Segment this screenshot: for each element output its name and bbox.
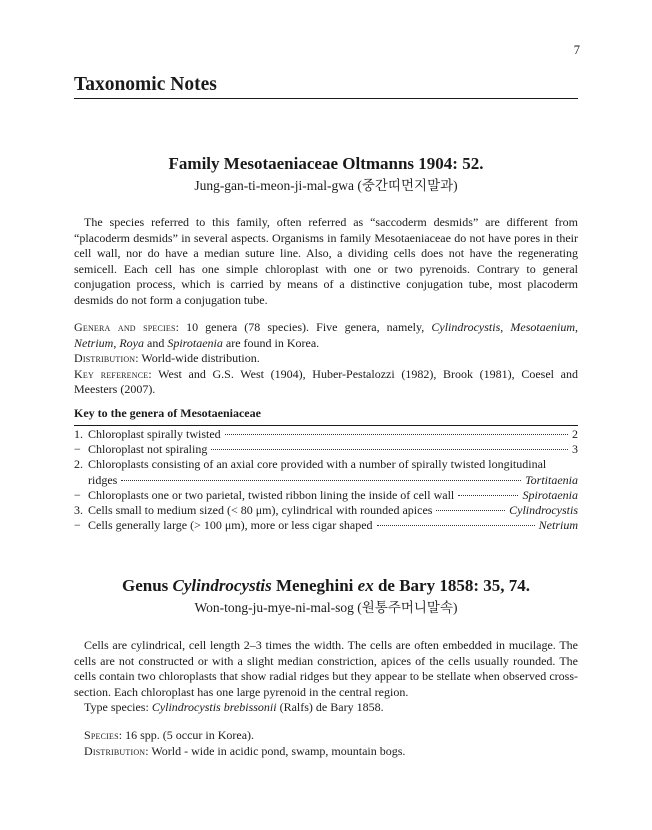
genus-heading-block xyxy=(74,575,578,617)
family-distribution xyxy=(74,351,578,367)
genus-name-cylindrocystis: Cylindrocystis xyxy=(431,320,501,334)
key-block xyxy=(74,406,578,533)
key-title: Key to the genera of Mesotaeniaceae xyxy=(74,406,261,420)
genera-text-2: are found in Korea. xyxy=(225,335,320,350)
key-reference xyxy=(74,367,578,398)
genus-title: Genus Cylindrocystis Meneghini ex de Bary 1858: 35, 74. xyxy=(121,576,530,595)
key-entry: 1. Chloroplast spirally twisted 2 xyxy=(74,427,578,441)
genus-description: Cells are cylindrical, cell length 2–3 times the width. The cells are often embedded in mucilage. The cells are not constructed or with a slight median constriction, apices of the cells usually rounded. The cells contain two chloroplasts that show radial ridges but they appear to be stellate when observed cross-section. Each chloroplast has one large pyrenoid in the central region. xyxy=(74,638,578,699)
genera-text-1: : 10 genera (78 species). Five genera, namely, xyxy=(175,320,425,334)
distribution-text: : World-wide distribution. xyxy=(135,351,260,366)
key-entry: − Cells generally large (> 100 μm), more or less cigar shaped Netrium xyxy=(74,518,578,533)
family-meta-block xyxy=(74,320,578,398)
key-entry: 2. Chloroplasts consisting of an axial core provided with a number of spirally twisted longitudinal xyxy=(74,457,547,472)
key-entry: 3. Cells small to medium sized (< 80 μm), cylindrical with rounded apices Cylindrocystis xyxy=(74,503,578,518)
key-entry-continuation: ridges Tortitaenia xyxy=(88,472,578,487)
key-entry: − Chloroplast not spiraling 3 xyxy=(74,442,578,457)
type-species-name: Cylindrocystis brebissonii xyxy=(151,700,277,715)
genus-meta-block xyxy=(74,728,578,759)
genus-name-roya: Roya xyxy=(119,335,144,350)
genus-description-block xyxy=(74,638,578,716)
key-reference-text: : West and G.S. West (1904), Huber-Pestalozzi (1982), Brook (1981), Coesel and Meesters (2007). xyxy=(74,366,578,397)
genus-distribution: Distribution: World - wide in acidic pond, swamp, mountain bogs. xyxy=(84,743,406,758)
genus-name-mesotaenium: Mesotaenium xyxy=(510,320,576,334)
family-description: The species referred to this family, often referred as “saccoderm desmids” are different from “placoderm desmids” in several aspects. Organisms in family Mesotaeniaceae do not have pores in their cell wall, nor do have a median suture line. Also, a dividing cells does not have the regenerating semicell. Each cell has one simple chloroplast with one or two pyrenoids. Contrary to general conjugation process, which is carried by means of a distinctive conjugation tube, most placoderm desmids do not form a conjugation tube. xyxy=(74,215,578,307)
page-number: 7 xyxy=(573,43,580,57)
family-korean-name: Jung-gan-ti-meon-ji-mal-gwa (중간띠먼지말과) xyxy=(194,178,458,193)
genus-korean-name: Won-tong-ju-mye-ni-mal-sog (원통주머니말속) xyxy=(194,600,458,615)
genus-name-netrium: Netrium xyxy=(74,335,114,350)
key-top-rule xyxy=(74,425,578,426)
genera-label: Genera and species xyxy=(74,320,176,334)
genus-species: Species: 16 spp. (5 occur in Korea). xyxy=(84,728,255,742)
type-species: Type species: Cylindrocystis brebissonii (Ralfs) de Bary 1858. xyxy=(84,700,384,715)
genus-title-name: Cylindrocystis xyxy=(172,576,272,595)
family-description-block xyxy=(74,215,578,309)
genera-and-species: Genera and species: 10 genera (78 species). Five genera, namely, Cylindrocystis, Mesotaenium, Netrium, Roya and Spirotaenia are found in Korea. xyxy=(74,320,579,350)
section-title: Taxonomic Notes xyxy=(74,74,578,99)
family-heading-block xyxy=(74,153,578,195)
key-entry: − Chloroplasts one or two parietal, twisted ribbon lining the inside of cell wall Spirotaenia xyxy=(74,487,578,502)
distribution-label: Distribution xyxy=(74,351,136,366)
family-title: Family Mesotaeniaceae Oltmanns 1904: 52. xyxy=(168,154,484,173)
genus-name-spirotaenia: Spirotaenia xyxy=(167,335,223,350)
key-reference-label: Key reference xyxy=(74,366,149,381)
